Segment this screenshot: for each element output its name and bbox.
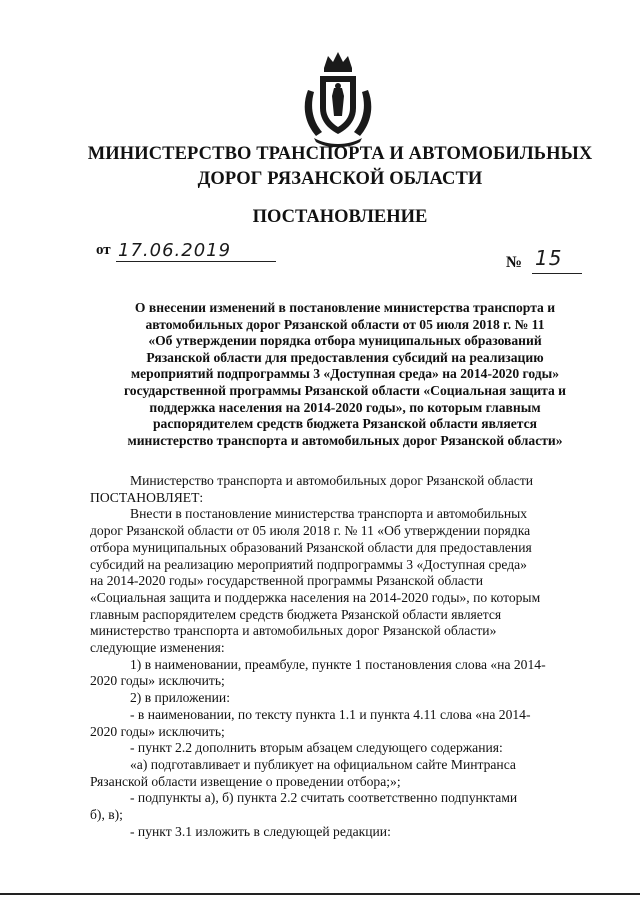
body-line: - подпункты а), б) пункта 2.2 считать соответственно подпунктами <box>130 790 518 806</box>
page-bottom-rule <box>0 893 640 895</box>
body-line: ПОСТАНОВЛЯЕТ: <box>90 489 204 505</box>
handwritten-number: 15 <box>535 246 563 270</box>
body-line: «Социальная защита и поддержка населения на 2014-2020 годы», по которым <box>90 589 541 605</box>
body-line: главным распорядителем средств бюджета Рязанской области является <box>90 606 502 622</box>
ministry-title-line2: ДОРОГ РЯЗАНСКОЙ ОБЛАСТИ <box>197 169 483 189</box>
body-line: - пункт 3.1 изложить в следующей редакции: <box>130 823 391 839</box>
body-line: субсидий на реализацию мероприятий подпрограммы 3 «Доступная среда» <box>90 556 527 572</box>
document-body <box>90 473 590 840</box>
body-line: «а) подготавливает и публикует на официальном сайте Минтранса <box>130 756 516 772</box>
body-line: 2) в приложении: <box>130 690 230 706</box>
date-prefix: от <box>96 242 111 258</box>
ministry-title <box>60 142 620 192</box>
coat-of-arms-emblem <box>298 50 378 150</box>
body-line: на 2014-2020 годы» государственной программы Рязанской области <box>90 573 484 589</box>
body-line: 1) в наименовании, преамбуле, пункте 1 постановления слова «на 2014- <box>130 656 546 672</box>
subject-line: «Об утверждении порядка отбора муниципальных образований <box>148 333 542 349</box>
body-line: отбора муниципальных образований Рязанской области для предоставления <box>90 539 532 555</box>
subject-line: автомобильных дорог Рязанской области от 05 июля 2018 г. № 11 <box>145 316 545 332</box>
document-type: ПОСТАНОВЛЕНИЕ <box>252 207 428 227</box>
body-line: - пункт 2.2 дополнить вторым абзацем следующего содержания: <box>130 740 503 756</box>
number-prefix: № <box>506 254 523 271</box>
subject-line: поддержка населения на 2014-2020 годы», по которым главным <box>149 399 541 415</box>
body-line: Рязанской области извещение о проведении отбора;»; <box>90 773 401 789</box>
subject-line: мероприятий подпрограммы 3 «Доступная среда» на 2014-2020 годы» <box>130 366 560 382</box>
subject-line: государственной программы Рязанской области «Социальная защита и <box>123 382 567 398</box>
number-underline <box>532 273 582 274</box>
body-line: б), в); <box>90 807 123 823</box>
subject-line: Рязанской области для предоставления субсидий на реализацию <box>146 349 544 365</box>
handwritten-date: 17.06.2019 <box>118 240 232 261</box>
body-line: 2020 годы» исключить; <box>90 673 225 689</box>
date-underline <box>116 261 276 262</box>
body-line: министерство транспорта и автомобильных дорог Рязанской области» <box>90 623 497 639</box>
body-line: - в наименовании, по тексту пункта 1.1 и пункта 4.11 слова «на 2014- <box>130 706 531 722</box>
ministry-title-line1: МИНИСТЕРСТВО ТРАНСПОРТА И АВТОМОБИЛЬНЫХ <box>87 144 593 164</box>
subject-line: О внесении изменений в постановление министерства транспорта и <box>134 300 556 315</box>
subject-line: распорядителем средств бюджета Рязанской области является <box>153 416 537 432</box>
subject-line: министерство транспорта и автомобильных дорог Рязанской области» <box>127 432 563 448</box>
body-line: Министерство транспорта и автомобильных дорог Рязанской области <box>130 473 534 488</box>
body-line: дорог Рязанской области от 05 июля 2018 г. № 11 «Об утверждении порядка <box>90 523 531 539</box>
document-subject <box>90 300 600 449</box>
body-line: Внести в постановление министерства транспорта и автомобильных <box>130 506 528 522</box>
body-line: 2020 годы» исключить; <box>90 723 225 739</box>
body-line: следующие изменения: <box>90 640 225 656</box>
